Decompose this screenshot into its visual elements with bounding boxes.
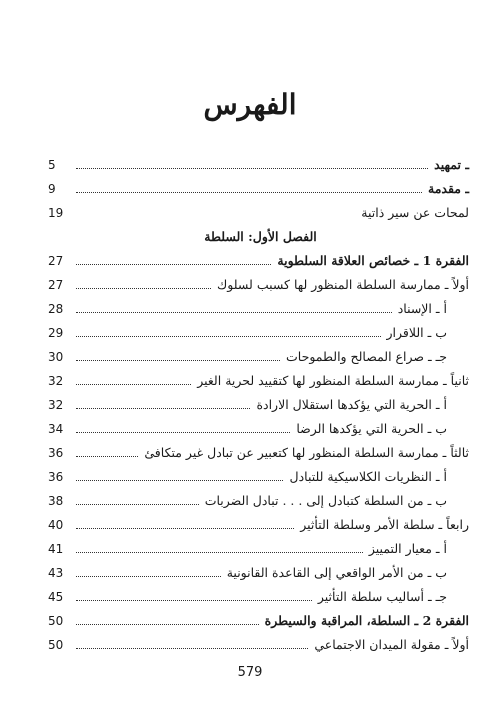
chapter-heading: الفصل الأول: السلطة	[204, 229, 317, 244]
toc-entry-page: 50	[48, 614, 64, 628]
toc-entry[interactable]	[48, 393, 473, 417]
toc-entry-page: 30	[48, 350, 64, 364]
dot-leader	[76, 297, 392, 313]
dot-leader	[76, 633, 308, 649]
toc-entry[interactable]	[48, 537, 473, 561]
toc-entry-page: 34	[48, 422, 64, 436]
dot-leader	[76, 465, 283, 481]
toc-entry-page: 36	[48, 446, 64, 460]
page-number: 579	[237, 665, 263, 680]
dot-leader	[76, 369, 191, 385]
toc-entry-label: ثانياً ـ ممارسة السلطة المنظور لها كتقييد لحرية الغير	[197, 373, 469, 388]
toc-entry-label: الفقرة 1 ـ خصائص العلاقة السلطوية	[277, 253, 469, 268]
toc-entry-page: 41	[48, 542, 64, 556]
toc-entry[interactable]	[48, 369, 473, 393]
toc-entry-label: ب ـ من الأمر الواقعي إلى القاعدة القانونية	[226, 565, 447, 580]
toc-entry-label: رابعاً ـ سلطة الأمر وسلطة التأثير	[300, 517, 469, 532]
toc-entry-page: 40	[48, 518, 64, 532]
toc-entry[interactable]	[48, 297, 473, 321]
toc-entry-page: 9	[48, 182, 56, 196]
toc-entry[interactable]	[48, 441, 473, 465]
dot-leader	[76, 561, 221, 577]
toc-entry-label: ثالثاً ـ ممارسة السلطة المنظور لها كتعبير عن تبادل غير متكافئ	[144, 445, 469, 460]
dot-leader	[76, 153, 428, 169]
toc-entry-page: 50	[48, 638, 64, 652]
toc-entry-page: 27	[48, 254, 64, 268]
toc-entry-page: 32	[48, 374, 64, 388]
dot-leader	[76, 273, 211, 289]
dot-leader	[76, 489, 199, 505]
toc-entry-page: 43	[48, 566, 64, 580]
toc-entry-label: أ ـ الإسناد	[397, 301, 447, 316]
toc-entry-page: 38	[48, 494, 64, 508]
table-of-contents	[48, 153, 473, 657]
toc-entry-page: 32	[48, 398, 64, 412]
dot-leader	[76, 202, 355, 217]
toc-entry[interactable]	[48, 609, 473, 633]
toc-entry[interactable]	[48, 633, 473, 657]
toc-entry-page: 5	[48, 158, 56, 172]
toc-entry[interactable]	[48, 201, 473, 225]
dot-leader	[76, 249, 271, 265]
toc-entry[interactable]	[48, 465, 473, 489]
toc-entry-label: أولاً ـ مقولة الميدان الاجتماعي	[314, 637, 469, 652]
toc-entry[interactable]	[48, 249, 473, 273]
toc-entry-page: 45	[48, 590, 64, 604]
dot-leader	[76, 537, 363, 553]
dot-leader	[76, 441, 138, 457]
toc-entry[interactable]	[48, 561, 473, 585]
dot-leader	[76, 321, 381, 337]
toc-entry-label: ب ـ من السلطة كتبادل إلى . . . تبادل الضربات	[204, 493, 447, 508]
dot-leader	[76, 393, 250, 409]
toc-entry[interactable]	[48, 273, 473, 297]
toc-entry-page: 27	[48, 278, 64, 292]
toc-entry[interactable]	[48, 513, 473, 537]
dot-leader	[76, 609, 259, 625]
toc-entry-label: لمحات عن سير ذاتية	[361, 205, 469, 220]
dot-leader	[76, 513, 294, 529]
toc-entry-label: ـ تمهيد	[434, 157, 469, 172]
toc-entry[interactable]	[48, 153, 473, 177]
toc-entry-label: ب ـ اللاقرار	[386, 325, 447, 340]
toc-entry-label: ب ـ الحرية التي يؤكدها الرضا	[296, 421, 447, 436]
toc-entry-page: 36	[48, 470, 64, 484]
toc-entry-page: 29	[48, 326, 64, 340]
toc-entry-page: 19	[48, 206, 64, 220]
toc-entry-label: جـ ـ أساليب سلطة التأثير	[317, 589, 447, 604]
dot-leader	[76, 417, 290, 433]
toc-entry-label: ـ مقدمة	[428, 181, 469, 196]
toc-entry-label: أ ـ الحرية التي يؤكدها استقلال الارادة	[256, 397, 447, 412]
toc-entry-label: الفقرة 2 ـ السلطة، المراقبة والسيطرة	[264, 613, 469, 628]
toc-entry-label: أ ـ معيار التمييز	[368, 541, 447, 556]
toc-entry[interactable]	[48, 489, 473, 513]
dot-leader	[76, 345, 280, 361]
dot-leader	[76, 177, 422, 193]
dot-leader	[76, 585, 312, 601]
toc-entry[interactable]	[48, 321, 473, 345]
toc-entry-label: أ ـ النظريات الكلاسيكية للتبادل	[289, 469, 447, 484]
page-title: الفهرس	[203, 88, 297, 121]
toc-entry[interactable]	[48, 177, 473, 201]
toc-entry-label: جـ ـ صراع المصالح والطموحات	[286, 349, 447, 364]
toc-entry-label: أولاً ـ ممارسة السلطة المنظور لها كسبب لسلوك	[217, 277, 469, 292]
toc-entry[interactable]	[48, 585, 473, 609]
toc-entry[interactable]	[48, 345, 473, 369]
toc-entry-page: 28	[48, 302, 64, 316]
toc-entry[interactable]	[48, 417, 473, 441]
